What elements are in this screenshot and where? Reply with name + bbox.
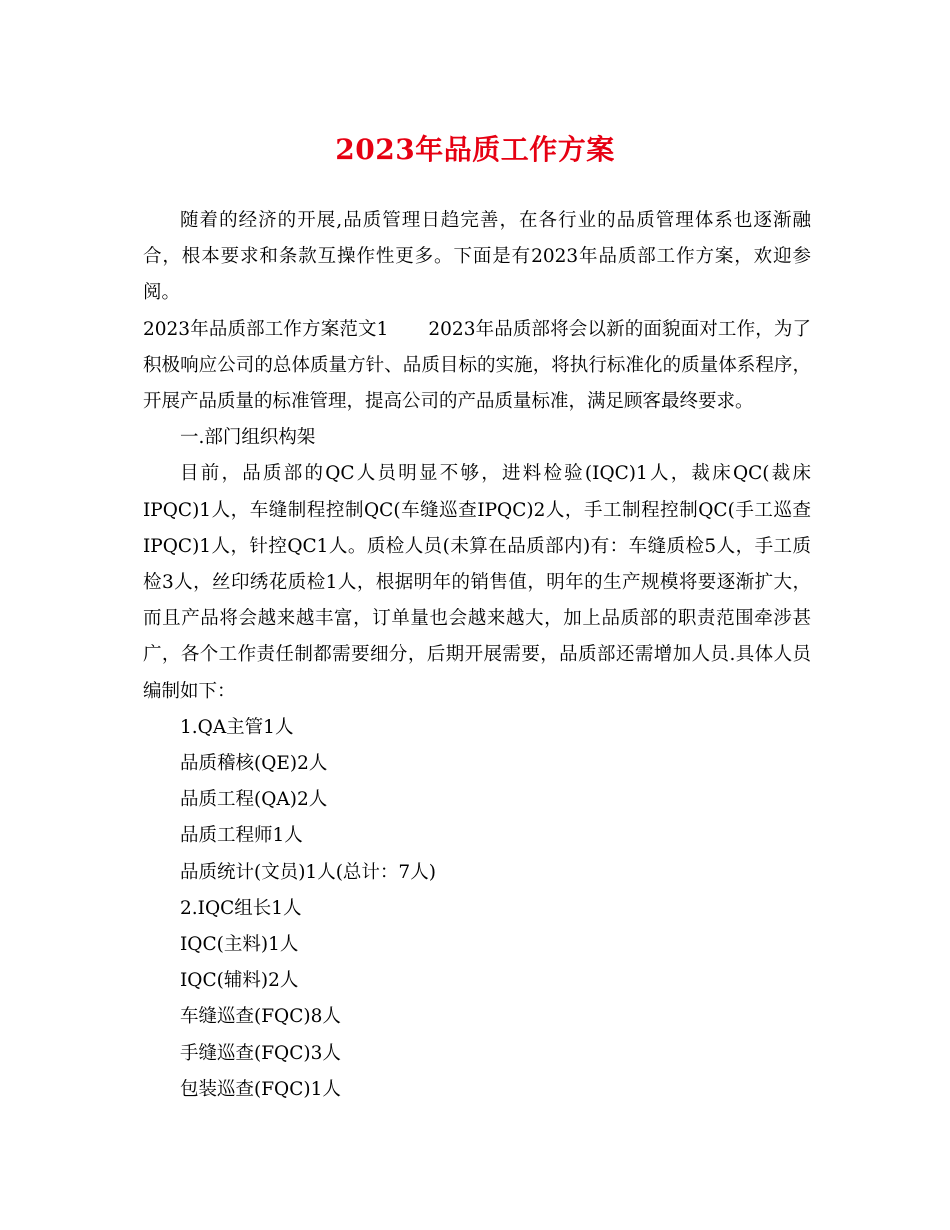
sample-text: 2023年品质部将会以新的面貌面对工作，为了积极响应公司的总体质量方针、品质目标的实施，将执行标准化的质量体系程序，开展产品质量的标准管理，提高公司的产品质量标准，满足顾客最终要求。 <box>143 318 811 413</box>
section-paragraph: 目前，品质部的QC人员明显不够，进料检验(IQC)1人，裁床QC(裁床IPQC)1人，车缝制程控制QC(车缝巡查IPQC)2人，手工制程控制QC(手工巡查IPQC)1人，针控QC1人。质检人员(未算在品质部内)有：车缝质检5人，手工质检3人，丝印绣花质检1人，根据明年的销售值，明年的生产规模将要逐渐扩大，而且产品将会越来越丰富，订单量也会越来越大，加上品质部的职责范围牵涉甚广，各个工作责任制都需要细分，后期开展需要，品质部还需增加人员.具体人员编制如下： <box>143 463 811 702</box>
list-item: 品质工程(QA)2人 <box>180 789 328 811</box>
section-heading: 一.部门组织构架 <box>180 427 316 449</box>
list-item: 手缝巡查(FQC)3人 <box>180 1042 341 1064</box>
document-title: 2023年品质工作方案 <box>335 133 615 166</box>
staff-list <box>143 710 811 1108</box>
list-item: 品质统计(文员)1人(总计：7人) <box>180 861 436 883</box>
intro-paragraph: 随着的经济的开展,品质管理日趋完善，在各行业的品质管理体系也逐渐融合，根本要求和条款互操作性更多。下面是有2023年品质部工作方案，欢迎参阅。 <box>143 210 811 304</box>
sample-paragraph <box>143 312 811 421</box>
list-item: 品质稽核(QE)2人 <box>180 753 328 775</box>
sample-heading: 2023年品质部工作方案范文1 <box>143 318 389 340</box>
list-item: 车缝巡查(FQC)8人 <box>180 1006 341 1028</box>
list-item: 1.QA主管1人 <box>180 716 294 738</box>
list-item: IQC(主料)1人 <box>180 934 299 956</box>
list-item: 包装巡查(FQC)1人 <box>180 1078 341 1100</box>
list-item: 品质工程师1人 <box>180 825 303 847</box>
list-item: 2.IQC组长1人 <box>180 897 302 919</box>
list-item: IQC(辅料)2人 <box>180 970 299 992</box>
document-body <box>143 203 811 1108</box>
